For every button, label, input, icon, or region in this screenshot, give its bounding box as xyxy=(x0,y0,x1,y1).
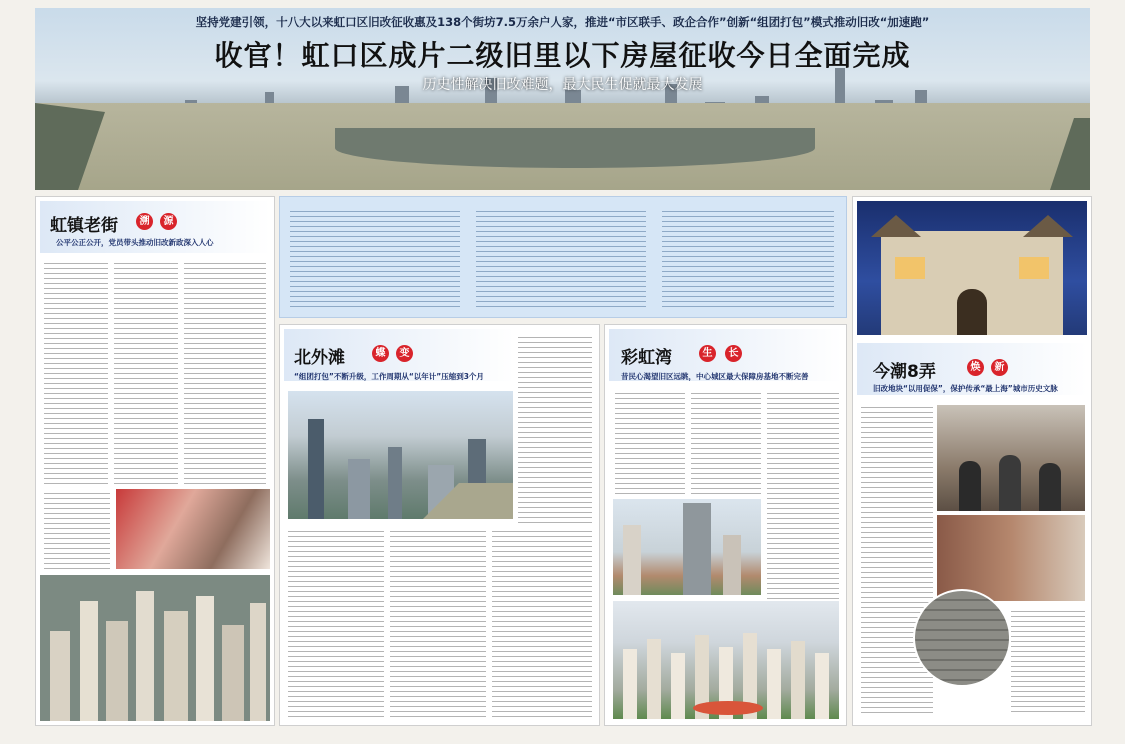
photo-aerial-towers xyxy=(40,575,270,721)
badge-char: 变 xyxy=(396,345,413,362)
section-jinchao xyxy=(852,196,1092,726)
badge-char: 蝶 xyxy=(372,345,389,362)
photo-housing-base xyxy=(613,601,839,719)
badge-char: 溯 xyxy=(136,213,153,230)
badge-char: 新 xyxy=(991,359,1008,376)
photo-brick-wall xyxy=(913,589,1011,687)
body-text xyxy=(767,389,839,609)
banner-photo xyxy=(35,8,1090,190)
badge-char: 生 xyxy=(699,345,716,362)
body-text xyxy=(615,389,685,497)
badge-char: 源 xyxy=(160,213,177,230)
section-beiwaitan xyxy=(279,324,600,726)
body-text xyxy=(861,403,933,715)
section-title: 北外滩 xyxy=(294,348,345,368)
banner-kicker: 坚持党建引领，十八大以来虹口区旧改征收惠及138个街坊7.5万余户人家，推进“市区联手、政企合作”创新“组团打包”模式推动旧改“加速跑” xyxy=(195,15,930,29)
body-text xyxy=(114,259,178,485)
section-deck: 旧改地块“以用促保”，保护传承“最上海”城市历史文脉 xyxy=(873,384,1058,393)
body-text xyxy=(691,389,761,497)
body-text xyxy=(44,259,108,485)
section-deck: “组团打包”不断升级，工作周期从“以年计”压缩到3个月 xyxy=(294,372,484,381)
callout-box xyxy=(279,196,847,318)
badge-char: 长 xyxy=(725,345,742,362)
section-title: 彩虹湾 xyxy=(621,348,672,368)
body-text xyxy=(390,527,486,719)
photo-playground xyxy=(613,499,761,595)
body-text xyxy=(44,489,110,569)
body-text xyxy=(1011,607,1085,715)
badge-char: 焕 xyxy=(967,359,984,376)
photo-night-building xyxy=(857,201,1087,335)
section-caihongwan xyxy=(604,324,847,726)
body-text xyxy=(184,259,266,485)
photo-street-people xyxy=(937,405,1085,511)
body-text xyxy=(492,527,592,719)
section-hongzhen xyxy=(35,196,275,726)
banner-subhead: 历史性解决旧改难题，最大民生促就最大发展 xyxy=(422,77,703,93)
section-title: 虹镇老街 xyxy=(50,216,118,236)
section-title: 今潮8弄 xyxy=(873,362,936,382)
section-deck: 公平公正公开，党员带头推动旧改新政深入人心 xyxy=(56,238,214,247)
body-text xyxy=(288,527,384,719)
banner-headline: 收官！虹口区成片二级旧里以下房屋征收今日全面完成 xyxy=(214,39,911,72)
section-deck: 昔民心渴望旧区远眺，中心城区最大保障房基地不断完善 xyxy=(621,372,809,381)
photo-residents xyxy=(116,489,270,569)
body-text xyxy=(518,333,592,523)
photo-beiwaitan-skyline xyxy=(288,391,513,519)
